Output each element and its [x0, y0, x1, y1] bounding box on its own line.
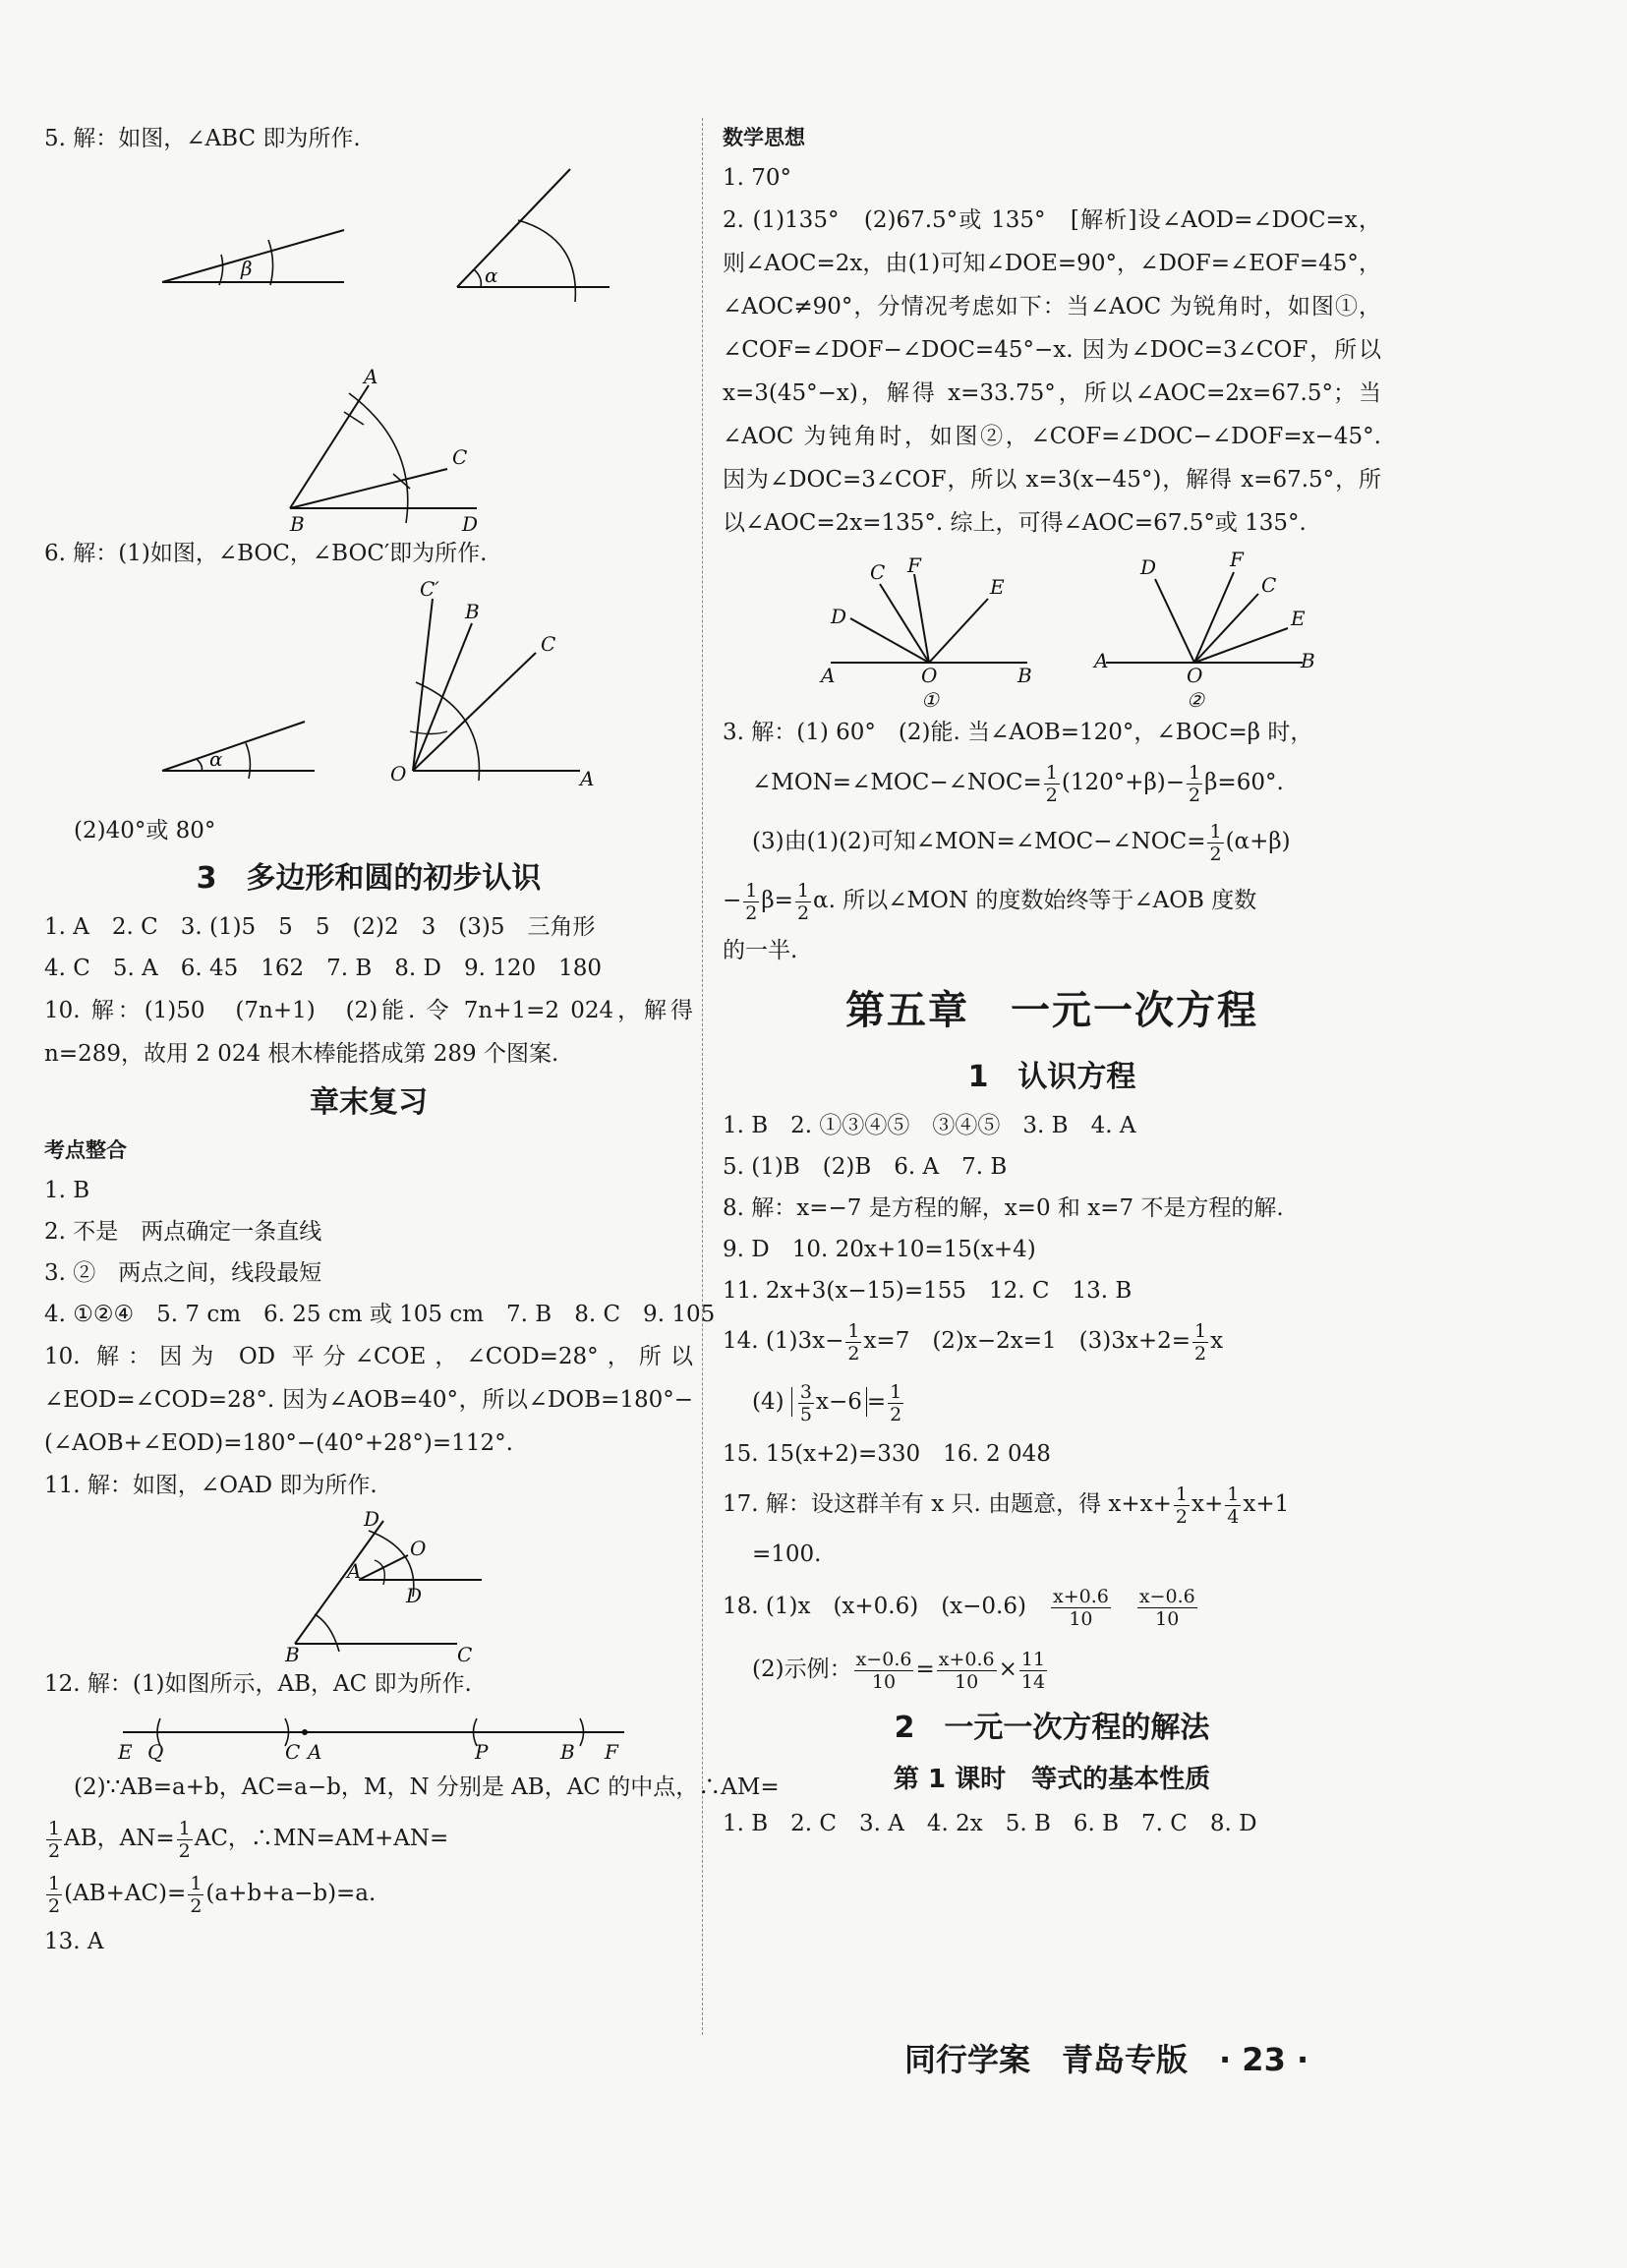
frac-t3-d: $\frac{1}{2}$	[745, 879, 758, 924]
frac-t3-e: $\frac{1}{2}$	[796, 879, 810, 924]
section3-title: 3 多边形和圆的初步认识	[196, 861, 542, 896]
c18: 18. (1)x (x+0.6) (x−0.6) $\frac{x+0.6}{10}$ $\frac{x-0.6}{10}$	[723, 1585, 1195, 1630]
svg-text:E: E	[118, 1740, 133, 1764]
frac-half-a: $\frac{1}{2}$	[48, 1817, 61, 1862]
svg-text:α: α	[485, 263, 498, 287]
frac-c14-a: $\frac{1}{2}$	[847, 1319, 860, 1365]
l1: 1. B 2. C 3. A 4. 2x 5. B 6. B 7. C 8. D	[723, 1811, 1257, 1836]
r11: 11. 解：如图，∠OAD 即为所作.	[44, 1473, 378, 1498]
c14-4: (4) $\frac{3}{5}$ x−6 = $\frac{1}{2}$	[752, 1380, 902, 1425]
abs-value: $\frac{3}{5}$ x−6	[791, 1387, 867, 1417]
q5-figure-angles	[44, 159, 693, 366]
kaodian-heading: 考点整合	[44, 1138, 127, 1162]
frac-xp-b: $\frac{x+0.6}{10}$	[938, 1648, 995, 1693]
fig1-label: ①	[921, 688, 939, 712]
section2-title: 2 一元一次方程的解法	[894, 1711, 1210, 1745]
r1: 1. B	[44, 1178, 90, 1203]
svg-text:O: O	[921, 664, 938, 687]
frac-c14-c: $\frac{1}{2}$	[890, 1380, 902, 1425]
svg-text:A: A	[1094, 649, 1109, 672]
frac-xm-a: $\frac{x-0.6}{10}$	[1138, 1585, 1195, 1630]
frac-xp-a: $\frac{x+0.6}{10}$	[1052, 1585, 1109, 1630]
c15: 15. 15(x+2)=330 16. 2 048	[723, 1441, 1051, 1467]
right-column	[723, 118, 1381, 1844]
svg-text:α: α	[209, 747, 223, 771]
c17-cont: =100.	[752, 1541, 822, 1567]
svg-text:F: F	[1230, 548, 1244, 571]
svg-text:B: B	[1017, 664, 1032, 687]
frac-3-5: $\frac{3}{5}$	[799, 1380, 812, 1425]
c17: 17. 解：设这群羊有 x 只. 由题意，得 x+x+ $\frac{1}{2}$ x+ $\frac{1}{4}$ x+1	[723, 1483, 1290, 1528]
svg-text:A: A	[364, 366, 378, 388]
svg-text:E: E	[990, 575, 1005, 599]
svg-text:C: C	[457, 1643, 473, 1663]
r12-part2-line3: $\frac{1}{2}$ (AB+AC)= $\frac{1}{2}$ (a+b+a−b)=a.	[48, 1872, 377, 1917]
svg-text:F: F	[907, 553, 921, 577]
thinking-heading: 数学思想	[723, 126, 805, 149]
lesson1-title: 第 1 课时 等式的基本性质	[893, 1765, 1211, 1794]
r13: 13. A	[44, 1929, 104, 1954]
svg-text:A: A	[580, 767, 595, 790]
fig2-label: ②	[1187, 688, 1204, 712]
svg-text:Q: Q	[147, 1740, 164, 1764]
svg-text:A: A	[347, 1559, 362, 1583]
svg-text:O: O	[390, 762, 407, 785]
q5-text: 5. 解：如图，∠ABC 即为所作.	[44, 126, 361, 151]
frac-t3-a: $\frac{1}{2}$	[1045, 761, 1058, 806]
q5-figure-abc	[44, 366, 693, 533]
c14: 14. (1)3x− $\frac{1}{2}$ x=7 (2)x−2x=1 (3)3x+2= $\frac{1}{2}$ x	[723, 1319, 1224, 1365]
svg-text:C′: C′	[420, 577, 439, 601]
svg-text:D: D	[364, 1507, 380, 1531]
frac-t3-c: $\frac{1}{2}$	[1209, 820, 1222, 865]
svg-text:B: B	[285, 1643, 300, 1663]
svg-text:β: β	[241, 257, 253, 280]
s3-q10: 10. 解：(1)50 (7n+1) (2)能. 令 7n+1=2 024，解得 n=289，故用 2 024 根木棒能搭成第 289 个图案.	[44, 998, 693, 1067]
c5: 5. (1)B (2)B 6. A 7. B	[723, 1154, 1008, 1180]
q6-part2: (2)40°或 80°	[74, 818, 216, 843]
q6-text: 6. 解：(1)如图，∠BOC，∠BOC′即为所作.	[44, 541, 488, 566]
svg-text:B: B	[290, 512, 305, 533]
svg-text:D: D	[1140, 555, 1157, 579]
svg-text:C: C	[541, 632, 556, 656]
t1: 1. 70°	[723, 165, 792, 191]
frac-11-14: $\frac{11}{14}$	[1020, 1648, 1046, 1693]
r11-figure	[44, 1506, 693, 1663]
chapter-title: 第五章 一元一次方程	[845, 988, 1258, 1033]
c9: 9. D 10. 20x+10=15(x+4)	[723, 1237, 1036, 1262]
t3-line3: (3)由(1)(2)可知∠MON=∠MOC−∠NOC= $\frac{1}{2}$ (α+β)	[752, 820, 1291, 865]
r4: 4. ①②④ 5. 7 cm 6. 25 cm 或 105 cm 7. B 8. C 9. 105	[44, 1302, 716, 1327]
svg-text:F: F	[605, 1740, 618, 1764]
svg-text:P: P	[475, 1740, 489, 1764]
svg-text:C: C	[452, 445, 468, 469]
r12-part2-line2: $\frac{1}{2}$ AB，AN= $\frac{1}{2}$ AC，∴MN=AM+AN=	[48, 1817, 449, 1862]
svg-text:A: A	[308, 1740, 322, 1764]
section1-title: 1 认识方程	[967, 1060, 1136, 1094]
svg-text:B: B	[560, 1740, 575, 1764]
q6-figure	[44, 574, 693, 810]
svg-text:A: A	[821, 664, 836, 687]
c18-2: (2)示例： $\frac{x-0.6}{10}$ = $\frac{x+0.6}{10}$ × $\frac{11}{14}$	[752, 1648, 1046, 1693]
r12: 12. 解：(1)如图所示，AB，AC 即为所作.	[44, 1671, 472, 1697]
svg-text:B: B	[465, 600, 480, 623]
column-divider	[702, 118, 703, 2035]
svg-text:E: E	[1291, 607, 1306, 630]
t3-line1: 3. 解：(1) 60° (2)能. 当∠AOB=120°，∠BOC=β 时，	[723, 720, 1313, 745]
r10: 10. 解：因为 OD 平分∠COE，∠COD=28°，所以∠EOD=∠COD=28°. 因为∠AOB=40°，所以∠DOB=180°−(∠AOB+∠EOD)=180°−(40°+28°)=112°.	[44, 1344, 693, 1456]
frac-half-d: $\frac{1}{2}$	[190, 1872, 203, 1917]
t3-line5: 的一半.	[723, 938, 798, 963]
s3-line1: 1. A 2. C 3. (1)5 5 5 (2)2 3 (3)5 三角形	[44, 914, 596, 940]
frac-1-4: $\frac{1}{4}$	[1227, 1483, 1240, 1528]
frac-xm-b: $\frac{x-0.6}{10}$	[855, 1648, 912, 1693]
frac-c17-a: $\frac{1}{2}$	[1175, 1483, 1188, 1528]
s3-line2: 4. C 5. A 6. 45 162 7. B 8. D 9. 120 180	[44, 956, 603, 981]
frac-t3-b: $\frac{1}{2}$	[1189, 761, 1201, 806]
r2: 2. 不是 两点确定一条直线	[44, 1219, 322, 1245]
t2: 2. (1)135° (2)67.5°或 135° [解析]设∠AOD=∠DOC=x，则∠AOC=2x，由(1)可知∠DOE=90°，∠DOF=∠EOF=45°，∠AOC≠90°，分情况考虑如下：当∠AOC 为锐角时，如图①，∠COF=∠DOF−∠DOC=45°−x. 因为∠DOC=3∠COF，所以 x=3(45°−x)，解得 x=33.75°，所以∠AOC=2x=67.5°；当∠AOC 为钝角时，如图②，∠COF=∠DOC−∠DOF=x−45°. 因为∠DOC=3∠COF，所以 x=3(x−45°)，解得 x=67.5°，所以∠AOC=2x=135°. 综上，可得∠AOC=67.5°或 135°.	[723, 207, 1381, 536]
svg-text:B: B	[1301, 649, 1315, 672]
svg-text:O: O	[410, 1537, 427, 1560]
r3: 3. ② 两点之间，线段最短	[44, 1260, 322, 1286]
svg-text:D: D	[406, 1584, 423, 1607]
svg-text:D: D	[831, 605, 847, 628]
c8: 8. 解：x=−7 是方程的解，x=0 和 x=7 不是方程的解.	[723, 1195, 1284, 1221]
svg-text:O: O	[1187, 664, 1203, 687]
r12-figure	[44, 1705, 693, 1764]
review-title: 章末复习	[310, 1085, 428, 1120]
frac-half-b: $\frac{1}{2}$	[178, 1817, 191, 1862]
c11: 11. 2x+3(x−15)=155 12. C 13. B	[723, 1278, 1133, 1304]
t3-line2: ∠MON=∠MOC−∠NOC= $\frac{1}{2}$ (120°+β)− $\frac{1}{2}$ β=60°.	[752, 761, 1284, 806]
frac-half-c: $\frac{1}{2}$	[48, 1872, 61, 1917]
frac-c14-b: $\frac{1}{2}$	[1194, 1319, 1207, 1365]
svg-text:D: D	[462, 512, 479, 533]
svg-text:C: C	[1261, 573, 1277, 597]
r12-part2-line1: (2)∵AB=a+b，AC=a−b，M，N 分别是 AB，AC 的中点，∴AM=	[74, 1774, 780, 1800]
svg-text:C: C	[285, 1740, 301, 1764]
page-footer: 同行学案 青岛专版 · 23 ·	[904, 2041, 1309, 2078]
t3-line4: − $\frac{1}{2}$ β= $\frac{1}{2}$ α. 所以∠MON 的度数始终等于∠AOB 度数	[723, 879, 1257, 924]
svg-text:C: C	[870, 560, 886, 584]
c1: 1. B 2. ①③④⑤ ③④⑤ 3. B 4. A	[723, 1113, 1136, 1138]
t2-figures	[723, 545, 1381, 712]
